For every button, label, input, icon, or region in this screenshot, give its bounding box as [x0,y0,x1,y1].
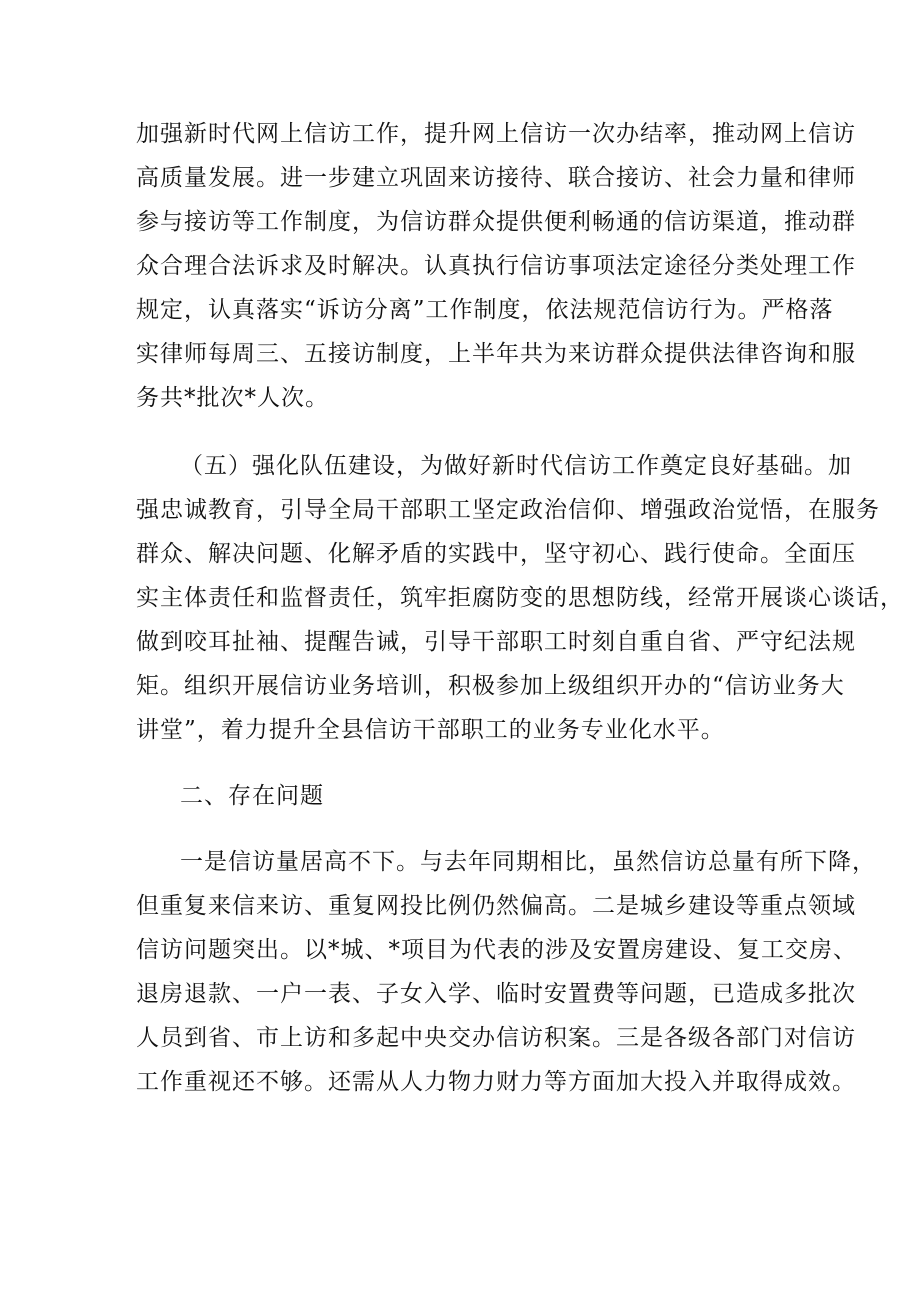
text-line: 但重复来信来访、重复网投比例仍然偏高。二是城乡建设等重点领域 [136,893,856,919]
text-line: 众合理合法诉求及时解决。认真执行信访事项法定途径分类处理工作 [136,253,856,279]
text-line: 讲堂”，着力提升全县信访干部职工的业务专业化水平。 [136,717,725,743]
text-line: 信访问题突出。以*城、*项目为代表的涉及安置房建设、复工交房、 [136,937,857,963]
text-line: 工作重视还不够。还需从人力物力财力等方面加大投入并取得成效。 [136,1069,856,1095]
text-line: 加强新时代网上信访工作，提升网上信访一次办结率，推动网上信访 [136,121,856,147]
section-heading [136,774,796,818]
paragraph-spacer [136,818,796,840]
text-line: 一是信访量居高不下。与去年同期相比，虽然信访总量有所下降， [180,849,876,875]
paragraph-spacer [136,752,796,774]
paragraph-online-petition [136,112,856,420]
paragraph-spacer [136,420,796,444]
text-line: 规定，认真落实“诉访分离”工作制度，依法规范信访行为。严格落 [136,297,834,323]
paragraph-existing-problems [136,840,876,1104]
text-line: （五）强化队伍建设，为做好新时代信访工作奠定良好基础。加 [180,453,852,479]
text-line: 参与接访等工作制度，为信访群众提供便利畅通的信访渠道，推动群 [136,209,856,235]
text-line: 做到咬耳扯袖、提醒告诫，引导干部职工时刻自重自省、严守纪法规 [136,629,856,655]
text-line: 强忠诚教育，引导全局干部职工坚定政治信仰、增强政治觉悟，在服务 [136,497,880,523]
paragraph-team-building [136,444,904,752]
text-line: 矩。组织开展信访业务培训，积极参加上级组织开办的“信访业务大 [136,673,845,699]
text-line: 人员到省、市上访和多起中央交办信访积案。三是各级各部门对信访 [136,1025,856,1051]
text-line: 退房退款、一户一表、子女入学、临时安置费等问题，已造成多批次 [136,981,856,1007]
text-line: 群众、解决问题、化解矛盾的实践中，坚守初心、践行使命。全面压 [136,541,856,567]
text-line: 高质量发展。进一步建立巩固来访接待、联合接访、社会力量和律师 [136,165,856,191]
text-line: 实律师每周三、五接访制度，上半年共为来访群众提供法律咨询和服 [136,341,856,367]
text-line: 实主体责任和监督责任，筑牢拒腐防变的思想防线，经常开展谈心谈话， [136,585,904,611]
text-line: 务共*批次*人次。 [136,385,329,411]
document-body [136,112,904,1104]
section-heading-text: 二、存在问题 [180,783,324,809]
